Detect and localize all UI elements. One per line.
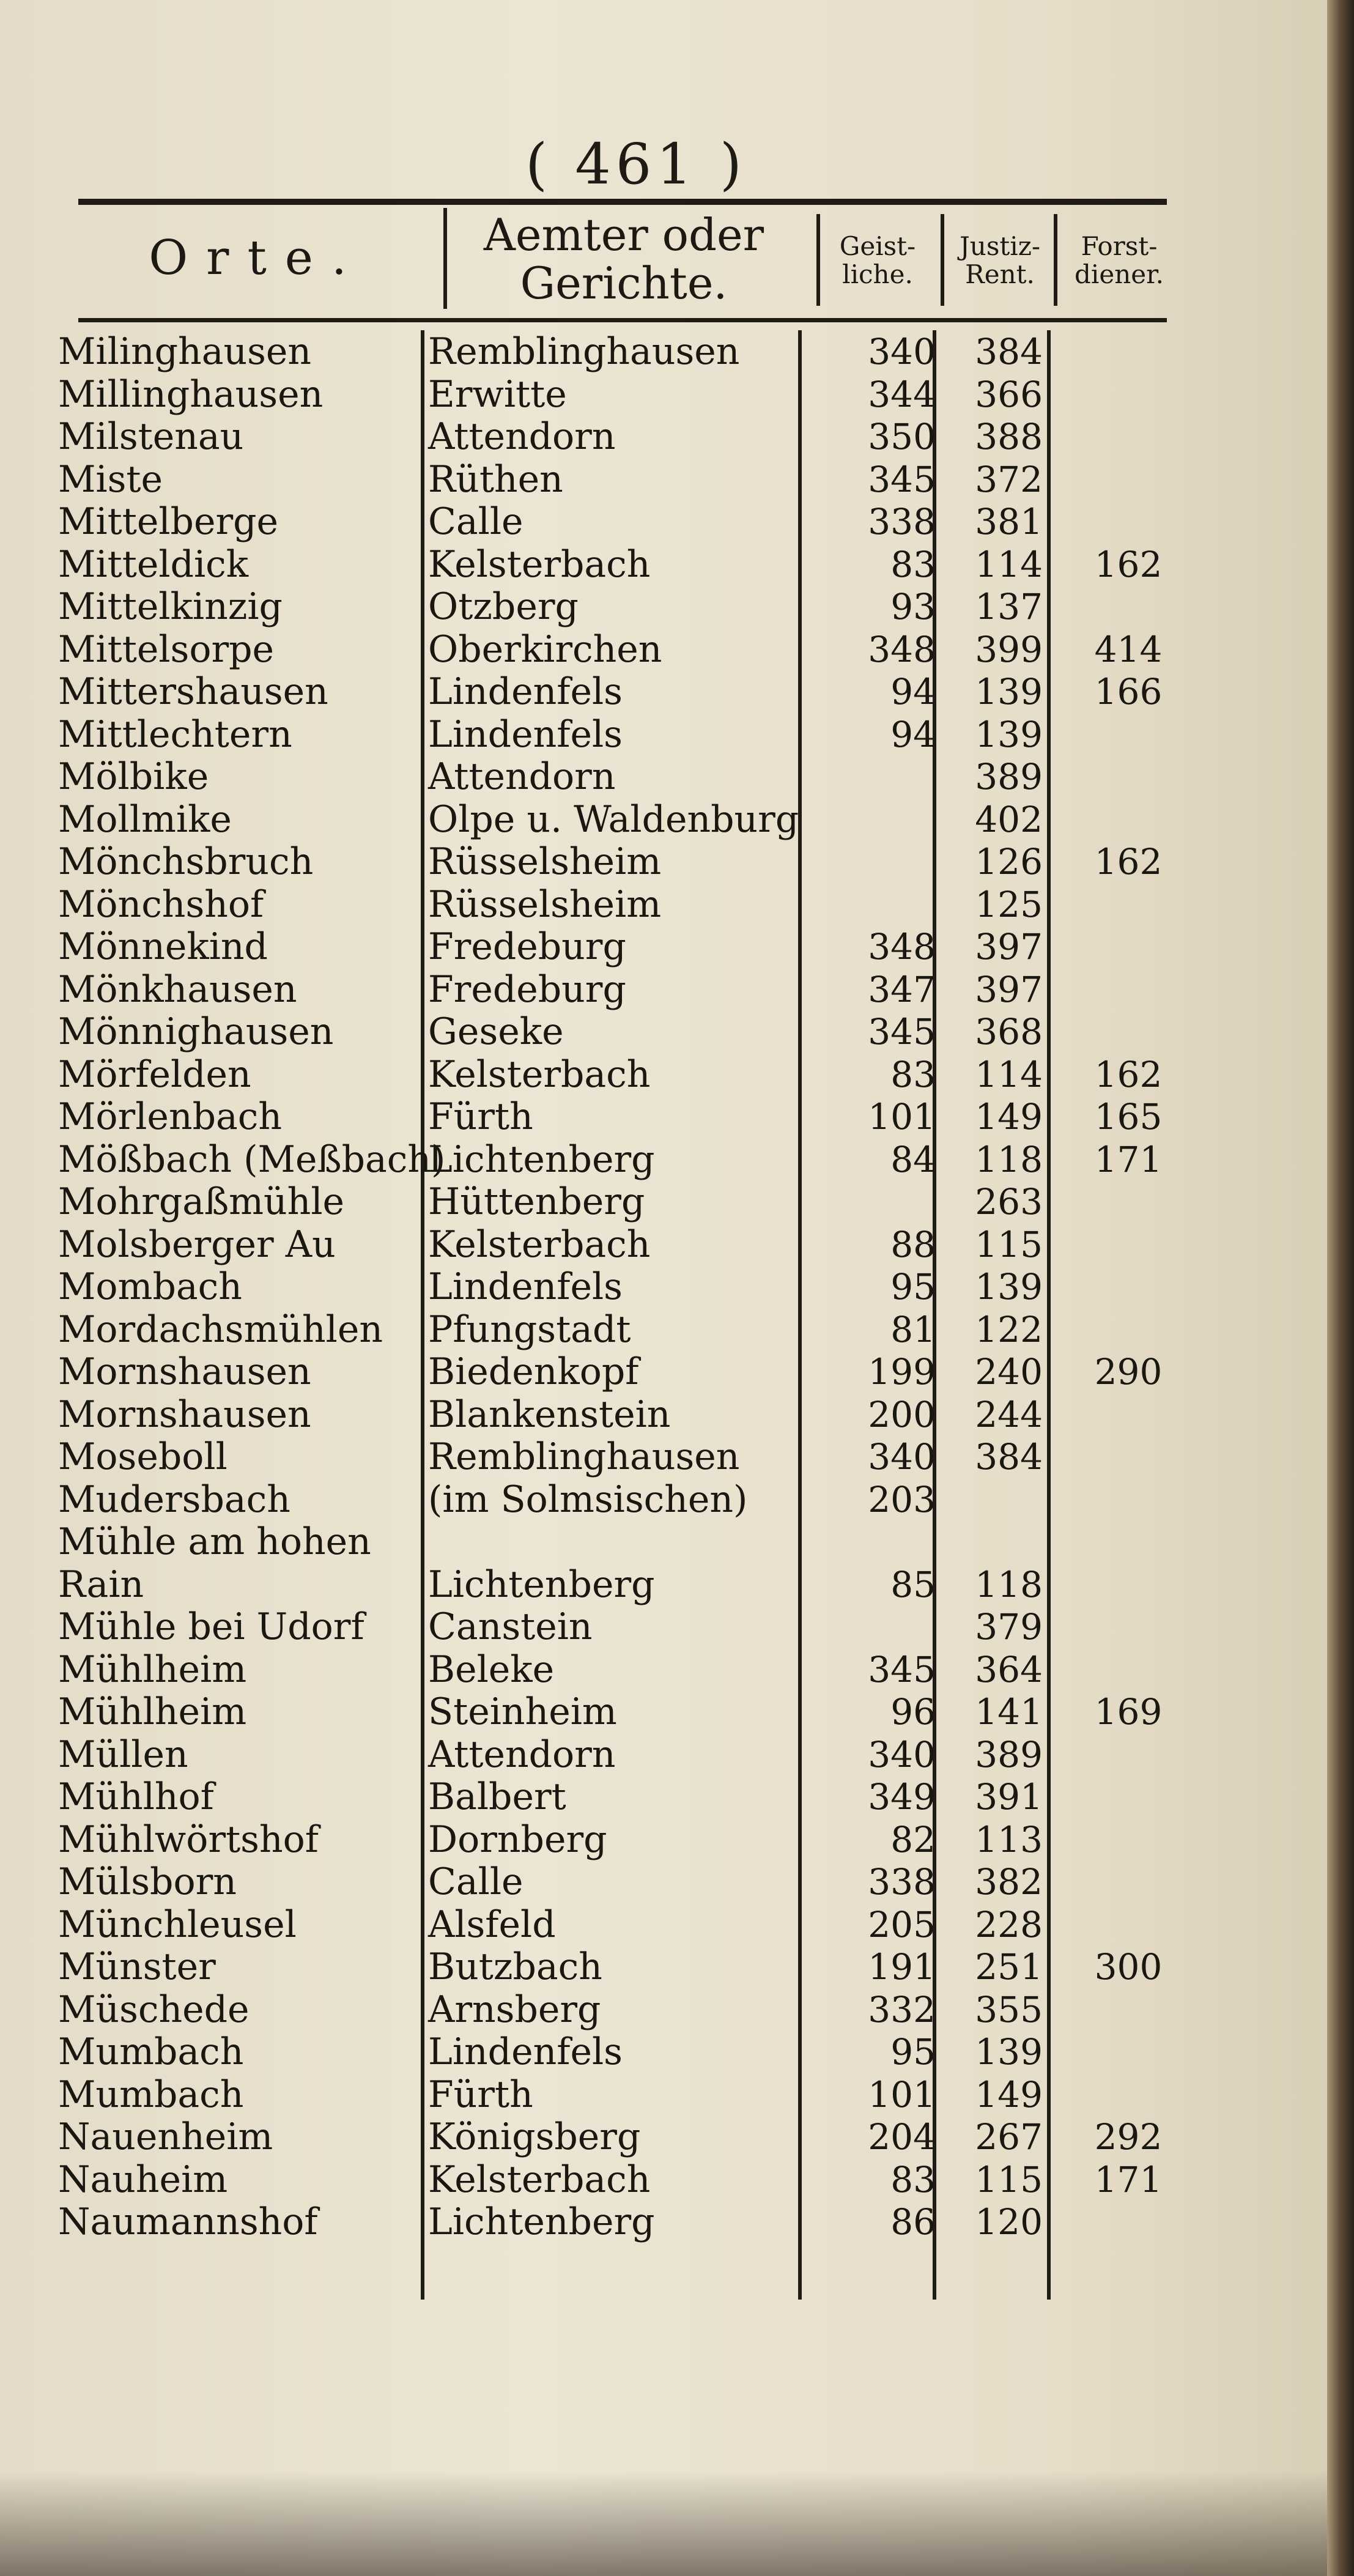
geistliche-value: 94 [890,713,936,755]
justiz-rent-value: 139 [975,713,1043,755]
geistliche-value: 332 [868,1988,936,2030]
office-name: Kelsterbach [428,1053,651,1096]
table-row [0,2115,1327,2158]
header-justiz-rent [945,232,1055,289]
page-shadow [0,2471,1327,2576]
office-name: Rüthen [428,457,563,501]
justiz-rent-value: 391 [975,1776,1043,1818]
justiz-rent-value: 113 [975,1818,1043,1860]
justiz-rent-value: 126 [975,841,1043,883]
header-geist-line2: liche. [842,259,913,290]
table-row [0,2158,1327,2201]
geistliche-value: 348 [868,628,936,670]
forstdiener-value: 169 [1094,1691,1163,1733]
justiz-rent-value: 384 [975,1436,1043,1478]
forstdiener-value: 414 [1094,628,1163,670]
office-name: Kelsterbach [428,542,651,586]
office-name: Otzberg [428,585,579,628]
place-name: Mühlheim [58,1690,247,1733]
page-number: ( 461 ) [525,131,747,197]
office-name: Rüsselsheim [428,840,662,883]
office-name: Beleke [428,1648,555,1691]
header-divider [941,214,944,306]
geistliche-value: 82 [890,1818,936,1860]
geistliche-value: 95 [890,1266,936,1308]
office-name: Calle [428,1860,523,1903]
office-name: Fredeburg [428,925,626,968]
geistliche-value: 83 [890,543,936,585]
header-geist-line1: Geist- [839,231,916,261]
justiz-rent-value: 244 [975,1393,1043,1435]
geistliche-value: 94 [890,671,936,712]
office-name: Butzbach [428,1945,602,1988]
forstdiener-value: 162 [1094,841,1163,883]
geistliche-value: 345 [868,1648,936,1690]
table-row [0,883,1327,926]
place-name: Mittelkinzig [58,585,283,628]
office-name: Lichtenberg [428,2200,655,2243]
place-name: Millinghausen [58,372,324,416]
table-row [0,1350,1327,1393]
office-name: Pfungstadt [428,1308,631,1351]
place-name: Mühlheim [58,1648,247,1691]
office-name: Lindenfels [428,712,623,756]
table-row [0,925,1327,968]
place-name: Mornshausen [58,1393,311,1436]
table-row [0,968,1327,1011]
geistliche-value: 203 [868,1478,936,1520]
justiz-rent-value: 115 [975,2158,1043,2200]
justiz-rent-value: 263 [975,1181,1043,1223]
office-name: Olpe u. Waldenburg [428,798,799,841]
place-name: Mühle bei Udorf [58,1605,364,1648]
table-row [0,1138,1327,1181]
office-name: Blankenstein [428,1393,671,1436]
office-name: (im Solmsischen) [428,1478,748,1521]
office-name: Königsberg [428,2115,641,2158]
geistliche-value: 340 [868,1733,936,1775]
justiz-rent-value: 125 [975,883,1043,925]
table-row [0,1393,1327,1436]
header-justiz-line2: Rent. [965,259,1035,290]
justiz-rent-value: 139 [975,2031,1043,2073]
place-name: Mudersbach [58,1478,290,1521]
place-name: Mittlechtern [58,712,292,756]
geistliche-value: 83 [890,2158,936,2200]
office-name: Biedenkopf [428,1350,639,1393]
place-name: Müschede [58,1988,250,2031]
forstdiener-value: 171 [1094,1138,1163,1180]
justiz-rent-value: 372 [975,458,1043,500]
justiz-rent-value: 389 [975,1733,1043,1775]
justiz-rent-value: 139 [975,1266,1043,1308]
table-row [0,543,1327,586]
justiz-rent-value: 267 [975,2116,1043,2158]
office-name: Lindenfels [428,1265,623,1308]
geistliche-value: 350 [868,416,936,457]
geistliche-value: 86 [890,2201,936,2243]
book-binding-edge [1327,0,1354,2576]
office-name: Fürth [428,2073,533,2116]
table-row [0,713,1327,756]
header-forst-line1: Forst- [1081,231,1158,261]
table-row [0,628,1327,671]
geistliche-value: 95 [890,2031,936,2073]
table-row [0,500,1327,543]
header-justiz-line1: Justiz- [959,231,1041,261]
place-name: Nauenheim [58,2115,273,2158]
justiz-rent-value: 228 [975,1903,1043,1945]
place-name: Mühlhof [58,1775,214,1818]
table-row [0,330,1327,373]
place-name: Mittelberge [58,500,279,543]
geistliche-value: 349 [868,1776,936,1818]
justiz-rent-value: 364 [975,1648,1043,1690]
office-name: Lindenfels [428,670,623,713]
table-row [0,1690,1327,1733]
place-name: Münster [58,1945,216,1988]
geistliche-value: 340 [868,1436,936,1478]
geistliche-value: 96 [890,1691,936,1733]
table-row [0,1903,1327,1946]
justiz-rent-value: 402 [975,798,1043,840]
table-row [0,1988,1327,2031]
geistliche-value: 200 [868,1393,936,1435]
office-name: Arnsberg [428,1988,601,2031]
table-row [0,2200,1327,2243]
justiz-rent-value: 382 [975,1861,1043,1903]
geistliche-value: 199 [868,1351,936,1393]
justiz-rent-value: 114 [975,1053,1043,1095]
office-name: Alsfeld [428,1903,556,1946]
justiz-rent-value: 118 [975,1138,1043,1180]
place-name: Mittershausen [58,670,328,713]
forstdiener-value: 165 [1094,1096,1163,1138]
office-name: Balbert [428,1775,566,1818]
office-name: Remblinghausen [428,330,740,373]
table-row [0,670,1327,713]
table-row [0,2073,1327,2116]
office-name: Dornberg [428,1818,607,1861]
table-row [0,1180,1327,1223]
table-row [0,2030,1327,2073]
office-name: Oberkirchen [428,627,662,671]
place-name: Mößbach (Meßbach) [58,1138,446,1181]
place-name: Mombach [58,1265,242,1308]
table-row [0,1010,1327,1053]
table-row [0,1223,1327,1266]
place-name: Mörfelden [58,1053,251,1096]
place-name: Milinghausen [58,330,312,373]
justiz-rent-value: 381 [975,501,1043,542]
header-divider [1054,214,1057,306]
place-name: Miste [58,457,163,501]
place-name: Mitteldick [58,542,249,586]
table-row [0,1818,1327,1861]
table-row [0,415,1327,458]
place-name: Nauheim [58,2158,228,2201]
table-row [0,1478,1327,1521]
geistliche-value: 81 [890,1308,936,1350]
justiz-rent-value: 388 [975,416,1043,457]
place-name: Mollmike [58,798,232,841]
place-name: Mühlwörtshof [58,1818,319,1861]
header-divider [816,214,820,306]
office-name: Steinheim [428,1690,617,1733]
place-name: Mölbike [58,755,209,798]
header-places: Orte. [149,231,365,286]
place-name: Mühle am hohen [58,1520,371,1563]
table-row [0,1095,1327,1138]
header-rule [78,318,1167,322]
justiz-rent-value: 120 [975,2201,1043,2243]
geistliche-value: 101 [868,2073,936,2115]
geistliche-value: 101 [868,1096,936,1138]
place-name: Mönchsbruch [58,840,314,883]
office-name: Fürth [428,1095,533,1138]
office-name: Canstein [428,1605,593,1648]
table-row [0,585,1327,628]
justiz-rent-value: 122 [975,1308,1043,1350]
office-name: Attendorn [428,415,616,458]
header-offices-line1: Aemter oder [483,209,764,261]
office-name: Lichtenberg [428,1563,655,1606]
forstdiener-value: 290 [1094,1351,1163,1393]
office-name: Geseke [428,1010,564,1053]
place-name: Münchleusel [58,1903,297,1946]
table-row [0,755,1327,798]
place-name: Milstenau [58,415,244,458]
forstdiener-value: 171 [1094,2158,1163,2200]
place-name: Mönnekind [58,925,268,968]
table-row [0,458,1327,501]
header-divider [443,208,447,309]
office-name: Kelsterbach [428,2158,651,2201]
office-name: Attendorn [428,1733,616,1776]
forstdiener-value: 162 [1094,543,1163,585]
header-offices [453,211,795,308]
place-name: Müllen [58,1733,188,1776]
table-row [0,1053,1327,1096]
place-name: Mönnighausen [58,1010,334,1053]
office-name: Lichtenberg [428,1138,655,1181]
justiz-rent-value: 149 [975,1096,1043,1138]
justiz-rent-value: 389 [975,756,1043,798]
justiz-rent-value: 139 [975,671,1043,712]
geistliche-value: 348 [868,926,936,968]
header-forstdiener [1058,232,1180,289]
place-name: Mülsborn [58,1860,237,1903]
geistliche-value: 205 [868,1903,936,1945]
place-name: Mohrgaßmühle [58,1180,345,1223]
place-name: Moseboll [58,1435,228,1478]
justiz-rent-value: 141 [975,1691,1043,1733]
place-name: Mumbach [58,2073,244,2116]
table-row [0,840,1327,883]
place-name: Naumannshof [58,2200,318,2243]
table-row [0,1775,1327,1818]
table-row [0,1945,1327,1988]
justiz-rent-value: 137 [975,586,1043,627]
geistliche-value: 191 [868,1946,936,1988]
place-name: Mornshausen [58,1350,311,1393]
table-row [0,373,1327,416]
place-name: Mittelsorpe [58,627,275,671]
header-geistliche [819,232,936,289]
header-forst-line2: diener. [1075,259,1164,290]
header-offices-line2: Gerichte. [520,257,728,309]
geistliche-value: 345 [868,458,936,500]
place-name: Mordachsmühlen [58,1308,383,1351]
justiz-rent-value: 240 [975,1351,1043,1393]
justiz-rent-value: 368 [975,1011,1043,1053]
office-name: Kelsterbach [428,1223,651,1266]
justiz-rent-value: 115 [975,1223,1043,1265]
geistliche-value: 340 [868,331,936,372]
justiz-rent-value: 399 [975,628,1043,670]
table-row [0,1435,1327,1478]
table-row [0,1563,1327,1606]
place-name: Mumbach [58,2030,244,2073]
place-name: Mörlenbach [58,1095,283,1138]
geistliche-value: 338 [868,501,936,542]
justiz-rent-value: 384 [975,331,1043,372]
geistliche-value: 338 [868,1861,936,1903]
justiz-rent-value: 397 [975,968,1043,1010]
justiz-rent-value: 366 [975,373,1043,415]
table-row [0,1733,1327,1776]
table-row [0,1860,1327,1903]
geistliche-value: 84 [890,1138,936,1180]
justiz-rent-value: 118 [975,1563,1043,1605]
justiz-rent-value: 355 [975,1988,1043,2030]
justiz-rent-value: 114 [975,543,1043,585]
forstdiener-value: 300 [1094,1946,1163,1988]
place-name: Mönchshof [58,883,264,926]
table-row [0,1605,1327,1648]
forstdiener-value: 292 [1094,2116,1163,2158]
justiz-rent-value: 251 [975,1946,1043,1988]
office-name: Lindenfels [428,2030,623,2073]
office-name: Fredeburg [428,968,626,1011]
table-row [0,798,1327,841]
table-row [0,1520,1327,1563]
place-name: Mönkhausen [58,968,297,1011]
table-row [0,1308,1327,1351]
geistliche-value: 88 [890,1223,936,1265]
place-name: Molsberger Au [58,1223,336,1266]
forstdiener-value: 162 [1094,1053,1163,1095]
office-name: Rüsselsheim [428,883,662,926]
geistliche-value: 345 [868,1011,936,1053]
justiz-rent-value: 397 [975,926,1043,968]
top-rule [78,199,1167,205]
geistliche-value: 347 [868,968,936,1010]
geistliche-value: 85 [890,1563,936,1605]
justiz-rent-value: 379 [975,1606,1043,1648]
forstdiener-value: 166 [1094,671,1163,712]
geistliche-value: 344 [868,373,936,415]
office-name: Calle [428,500,523,543]
office-name: Attendorn [428,755,616,798]
office-name: Remblinghausen [428,1435,740,1478]
table-row [0,1648,1327,1691]
justiz-rent-value: 149 [975,2073,1043,2115]
geistliche-value: 204 [868,2116,936,2158]
place-name: Rain [58,1563,144,1606]
geistliche-value: 83 [890,1053,936,1095]
office-name: Hüttenberg [428,1180,645,1223]
office-name: Erwitte [428,372,567,416]
geistliche-value: 93 [890,586,936,627]
table-row [0,1265,1327,1308]
